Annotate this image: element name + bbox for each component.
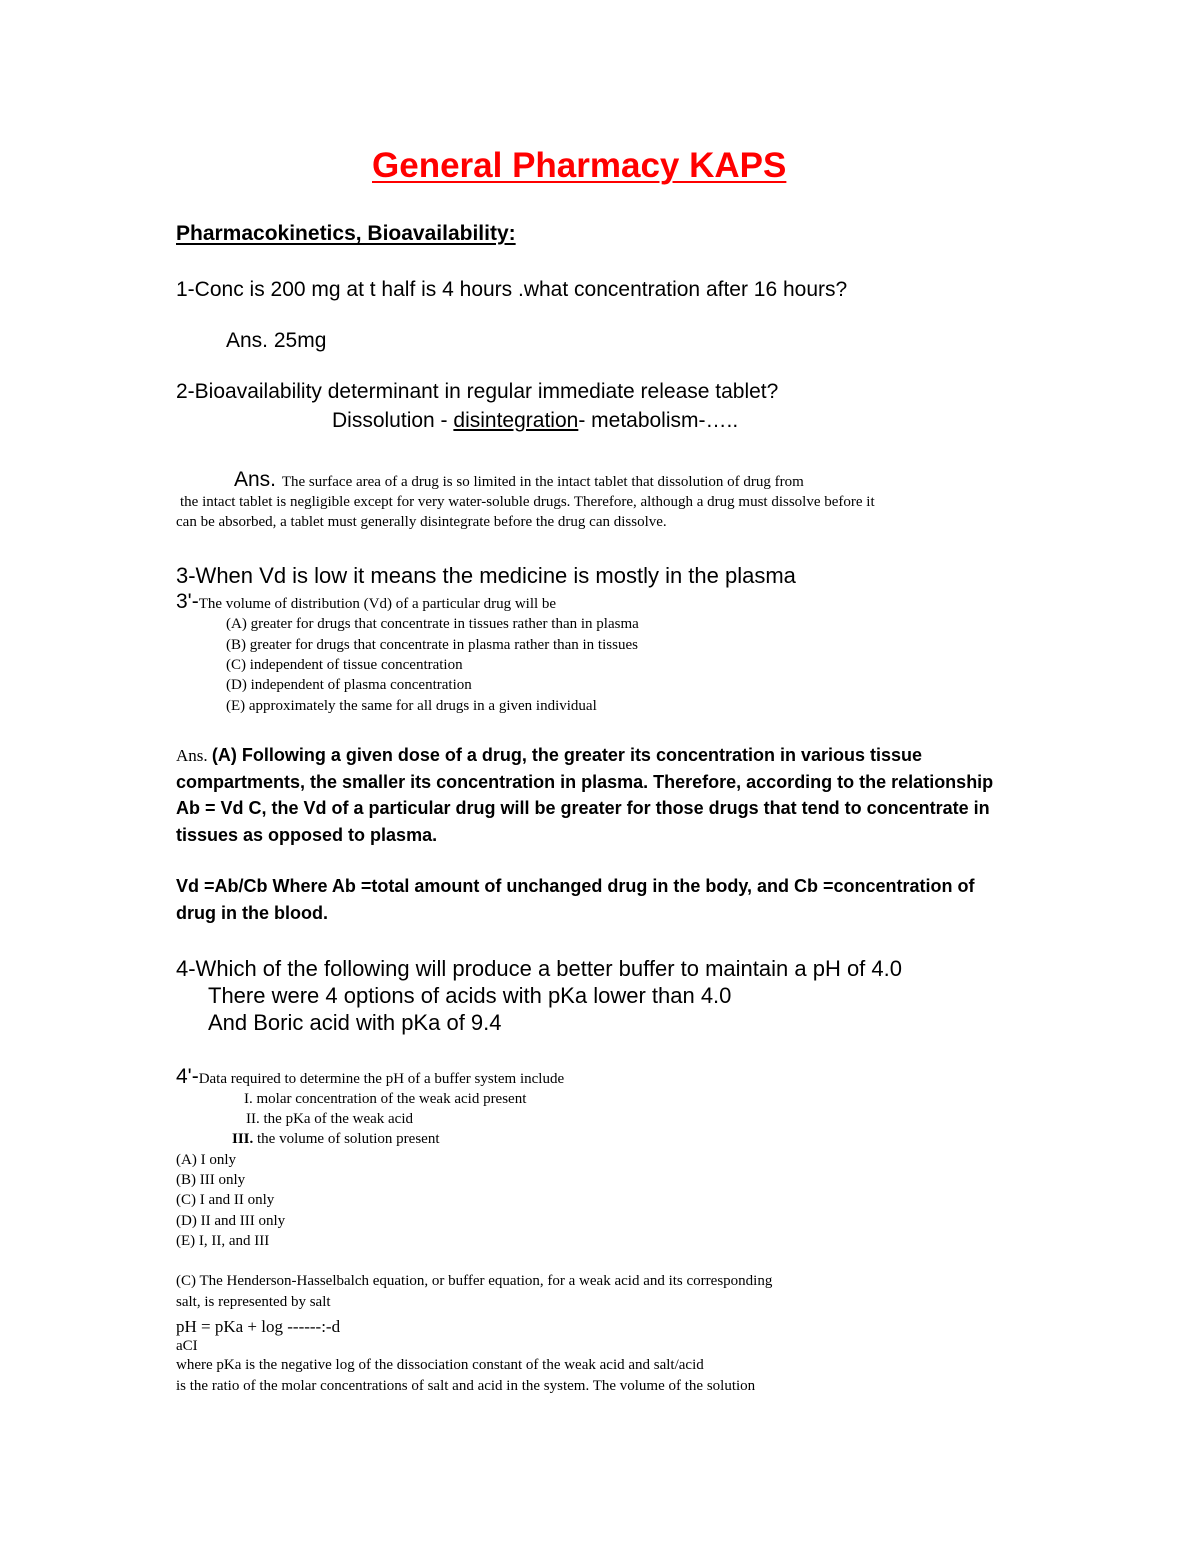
- q3-answer-label: Ans.: [176, 746, 212, 765]
- q4-option-e: (E) I, II, and III: [176, 1233, 270, 1249]
- q4-item-3-text: the volume of solution present: [253, 1131, 440, 1147]
- q2-options-post: - metabolism-…..: [578, 409, 739, 432]
- q3-option-c: (C) independent of tissue concentration: [226, 657, 463, 673]
- q4-answer-line-5: where pKa is the negative log of the dissociation constant of the weak acid and salt/acid: [176, 1357, 704, 1373]
- q4-option-c: (C) I and II only: [176, 1192, 275, 1208]
- q4-prime-question: [176, 1065, 564, 1089]
- q4-answer-line-6: is the ratio of the molar concentrations of salt and acid in the system. The volume of the solution: [176, 1378, 756, 1394]
- q1-answer: Ans. 25mg: [226, 329, 327, 352]
- q2-answer-line-2: the intact tablet is negligible except for very water-soluble drugs. Therefore, although a drug must dissolve before it: [180, 494, 875, 510]
- q2-answer-line-1: [234, 468, 804, 492]
- q3-option-a: (A) greater for drugs that concentrate in tissues rather than in plasma: [226, 616, 639, 632]
- q3-option-e: (E) approximately the same for all drugs in a given individual: [226, 698, 597, 714]
- q4-item-1: I. molar concentration of the weak acid present: [244, 1091, 527, 1107]
- q3-prime-question-text: The volume of distribution (Vd) of a particular drug will be: [198, 596, 557, 612]
- q3-formula-line-1: Vd =Ab/Cb Where Ab =total amount of unchanged drug in the body, and Cb =concentration of: [176, 876, 975, 896]
- q2-answer-text-1: The surface area of a drug is so limited in the intact tablet that dissolution of drug from: [281, 474, 804, 490]
- q4-option-d: (D) II and III only: [176, 1213, 286, 1229]
- q2-options-underlined: disintegration: [453, 409, 579, 432]
- q3-option-d: (D) independent of plasma concentration: [226, 677, 472, 693]
- q4-note-2: And Boric acid with pKa of 9.4: [208, 1010, 502, 1035]
- q4-item-3: [232, 1131, 439, 1148]
- q4-prime-question-text: Data required to determine the pH of a buffer system include: [198, 1071, 565, 1087]
- q2-answer-label: Ans.: [234, 468, 282, 491]
- q3-option-b: (B) greater for drugs that concentrate in plasma rather than in tissues: [226, 637, 638, 653]
- q4-question: 4-Which of the following will produce a better buffer to maintain a pH of 4.0: [176, 956, 902, 981]
- q2-question: 2-Bioavailability determinant in regular immediate release tablet?: [176, 380, 779, 403]
- q3-formula-line-2: drug in the blood.: [176, 903, 328, 923]
- q4-equation: pH = pKa + log ------:-d: [176, 1317, 341, 1336]
- q2-options-pre: Dissolution -: [332, 409, 454, 432]
- q4-prime-number: 4'-: [176, 1065, 199, 1088]
- q4-item-3-label: III.: [232, 1131, 254, 1147]
- section-heading: Pharmacokinetics, Bioavailability:: [176, 222, 516, 245]
- q3-answer-text-1: (A) Following a given dose of a drug, the greater its concentration in various tissue: [211, 745, 923, 765]
- q4-item-2: II. the pKa of the weak acid: [246, 1111, 414, 1127]
- q3-answer-line-3: Ab = Vd C, the Vd of a particular drug will be greater for those drugs that tend to concentrate in: [176, 798, 990, 818]
- q3-statement: 3-When Vd is low it means the medicine is mostly in the plasma: [176, 563, 796, 588]
- q3-answer-line-4: tissues as opposed to plasma.: [176, 825, 438, 845]
- q4-option-a: (A) I only: [176, 1152, 236, 1168]
- q4-equation-denominator: aCI: [176, 1338, 198, 1354]
- q4-answer-line-2: salt, is represented by salt: [176, 1294, 331, 1310]
- q2-answer-line-3: can be absorbed, a tablet must generally disintegrate before the drug can dissolve.: [176, 514, 667, 530]
- q4-note-1: There were 4 options of acids with pKa lower than 4.0: [208, 983, 732, 1008]
- q3-prime-number: 3'-: [176, 590, 199, 613]
- q3-prime-question: [176, 590, 556, 614]
- q4-option-b: (B) III only: [176, 1172, 246, 1188]
- q3-answer-line-1: [176, 745, 922, 766]
- q1-question: 1-Conc is 200 mg at t half is 4 hours .what concentration after 16 hours?: [176, 278, 848, 301]
- q4-answer-line-1: (C) The Henderson-Hasselbalch equation, or buffer equation, for a weak acid and its corresponding: [176, 1273, 773, 1289]
- q2-options: [332, 409, 738, 433]
- q3-answer-line-2: compartments, the smaller its concentration in plasma. Therefore, according to the relationship: [176, 772, 994, 792]
- page-title: General Pharmacy KAPS: [372, 146, 787, 185]
